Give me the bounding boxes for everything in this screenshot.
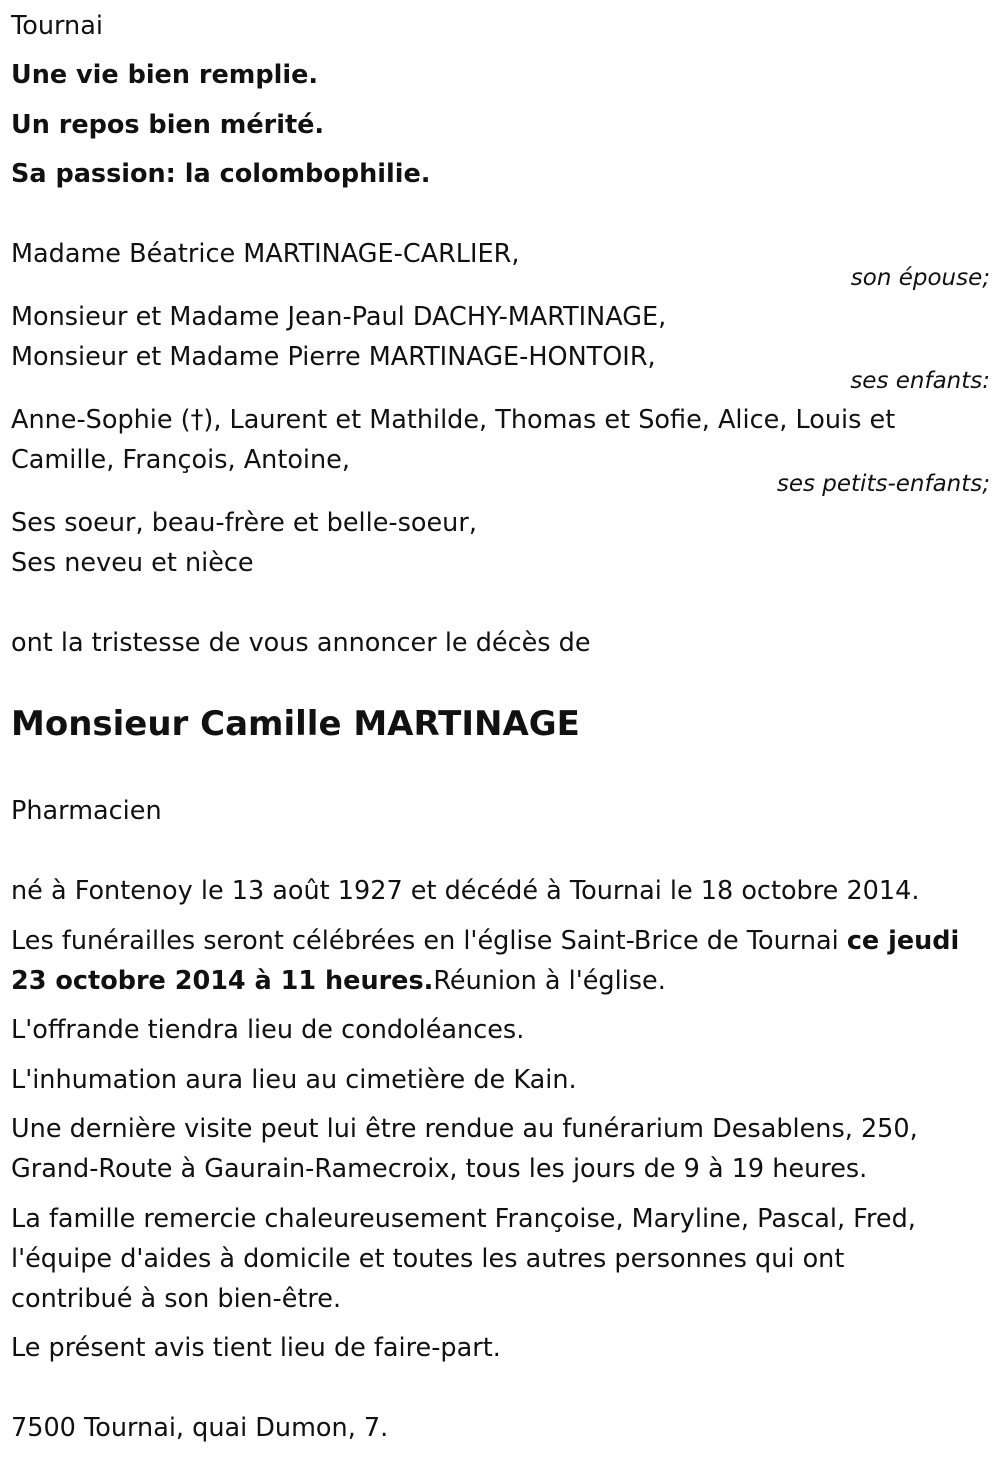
spouse-role: son épouse; (850, 265, 990, 291)
motto-line: Une vie bien remplie. (11, 60, 319, 90)
motto-line: Un repos bien mérité. (11, 110, 325, 140)
child-name: Monsieur et Madame Pierre MARTINAGE-HONTOIR, (11, 342, 656, 372)
grandchildren-line: Anne-Sophie (†), Laurent et Mathilde, Thomas et Sofie, Alice, Louis et (11, 405, 896, 435)
city-header: Tournai (11, 11, 103, 41)
funeral-line (11, 965, 666, 997)
funeral-line (11, 925, 959, 957)
visit-line: Une dernière visite peut lui être rendue au funérarium Desablens, 250, (11, 1114, 918, 1144)
offering-text: L'offrande tiendra lieu de condoléances. (11, 1015, 525, 1045)
deceased-profession: Pharmacien (11, 796, 162, 826)
deceased-name: Monsieur Camille MARTINAGE (11, 704, 580, 744)
funeral-date-bold: ce jeudi (846, 926, 960, 956)
motto-line: Sa passion: la colombophilie. (11, 159, 431, 189)
funeral-text: Les funérailles seront célébrées en l'église Saint-Brice de Tournai (11, 926, 847, 956)
notice-text: Le présent avis tient lieu de faire-part. (11, 1333, 501, 1363)
announcement-text: ont la tristesse de vous annoncer le décès de (11, 628, 591, 658)
grandchildren-role: ses petits-enfants; (776, 471, 990, 497)
birth-death-text: né à Fontenoy le 13 août 1927 et décédé à Tournai le 18 octobre 2014. (11, 876, 920, 906)
funeral-date-bold: 23 octobre 2014 à 11 heures. (11, 966, 434, 996)
address-text: 7500 Tournai, quai Dumon, 7. (11, 1413, 389, 1443)
child-name: Monsieur et Madame Jean-Paul DACHY-MARTINAGE, (11, 302, 667, 332)
spouse-name: Madame Béatrice MARTINAGE-CARLIER, (11, 239, 520, 269)
thanks-line: La famille remercie chaleureusement Françoise, Maryline, Pascal, Fred, (11, 1204, 916, 1234)
thanks-line: contribué à son bien-être. (11, 1284, 342, 1314)
funeral-text: Réunion à l'église. (433, 966, 666, 996)
thanks-line: l'équipe d'aides à domicile et toutes les autres personnes qui ont (11, 1244, 845, 1274)
siblings-line: Ses neveu et nièce (11, 548, 254, 578)
visit-line: Grand-Route à Gaurain-Ramecroix, tous les jours de 9 à 19 heures. (11, 1154, 868, 1184)
grandchildren-line: Camille, François, Antoine, (11, 445, 350, 475)
burial-text: L'inhumation aura lieu au cimetière de Kain. (11, 1065, 577, 1095)
children-role: ses enfants: (850, 368, 990, 394)
siblings-line: Ses soeur, beau-frère et belle-soeur, (11, 508, 477, 538)
